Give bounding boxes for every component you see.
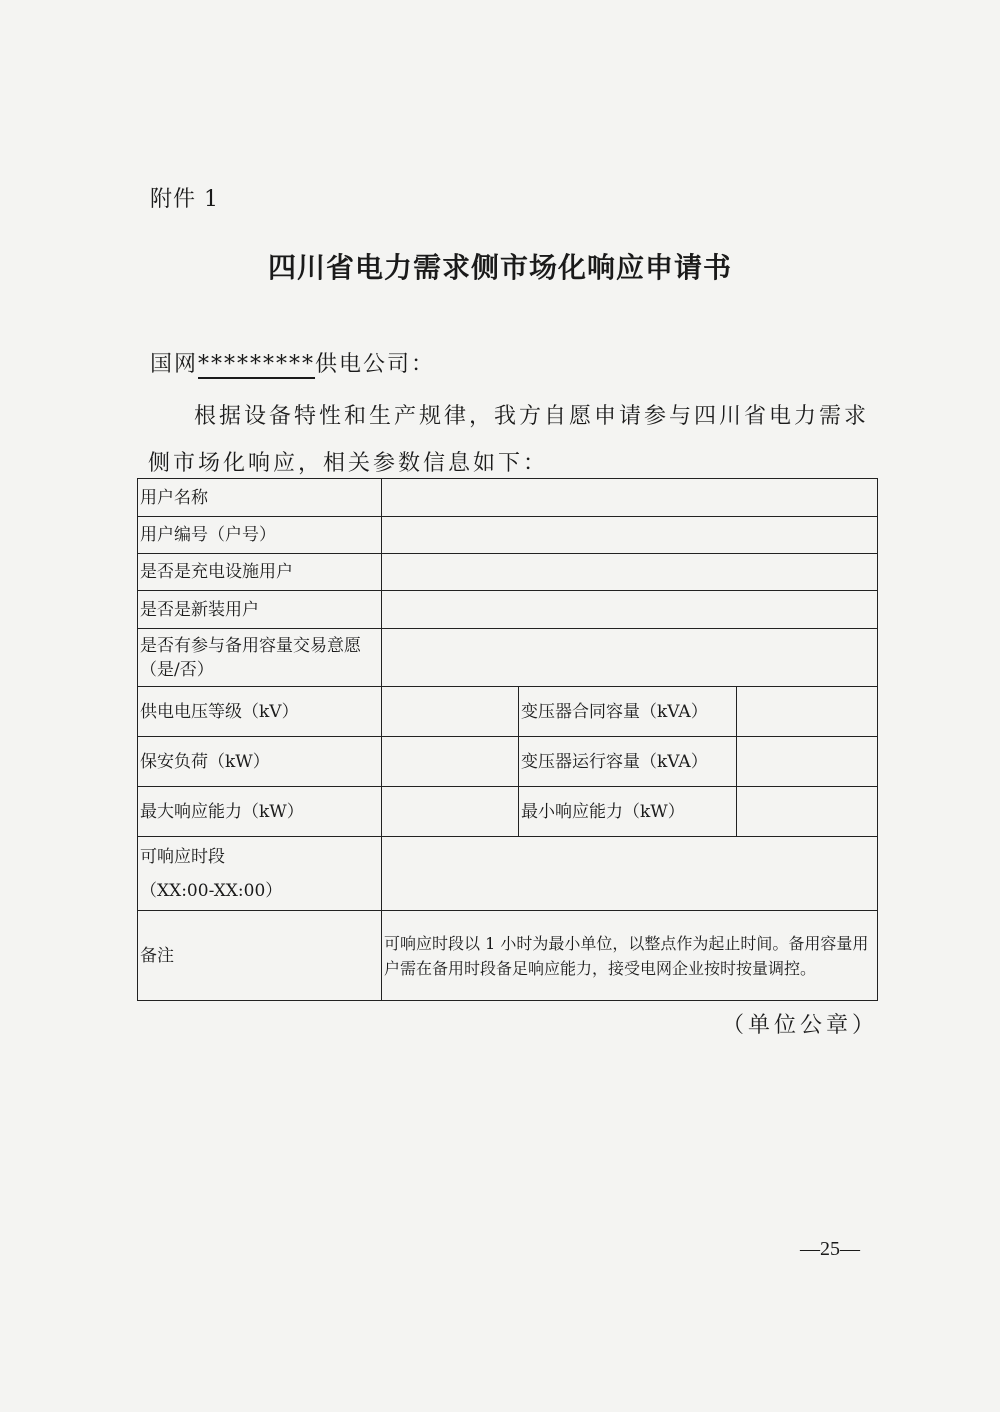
field-voltage[interactable] xyxy=(382,687,519,737)
row-user-name xyxy=(138,479,878,517)
field-user-name[interactable] xyxy=(382,479,878,517)
row-voltage xyxy=(138,687,878,737)
row-reserve xyxy=(138,629,878,687)
field-contract-capacity[interactable] xyxy=(737,687,878,737)
label-security-load: 保安负荷（kW） xyxy=(138,737,382,787)
label-reserve: 是否有参与备用容量交易意愿（是/否） xyxy=(138,629,382,687)
label-min-response: 最小响应能力（kW） xyxy=(519,787,737,837)
seal-placeholder: （单位公章） xyxy=(722,1013,879,1038)
document-title: 四川省电力需求侧市场化响应申请书 xyxy=(267,251,732,284)
field-reserve[interactable] xyxy=(382,629,878,687)
label-operating-capacity: 变压器运行容量（kVA） xyxy=(519,737,737,787)
field-period[interactable] xyxy=(382,837,878,911)
period-format: （XX:00-XX:00） xyxy=(140,880,283,901)
row-period xyxy=(138,837,878,911)
field-min-response[interactable] xyxy=(737,787,878,837)
label-new-install: 是否是新装用户 xyxy=(138,591,382,629)
label-max-response: 最大响应能力（kW） xyxy=(138,787,382,837)
label-period xyxy=(138,837,382,911)
remark-text: 可响应时段以 1 小时为最小单位，以整点作为起止时间。备用容量用户需在备用时段备足响应能力，接受电网企业按时按量调控。 xyxy=(382,911,878,1001)
row-response xyxy=(138,787,878,837)
period-label: 可响应时段 xyxy=(140,846,225,867)
attachment-label: 附件 1 xyxy=(150,187,219,212)
row-security-load xyxy=(138,737,878,787)
label-contract-capacity: 变压器合同容量（kVA） xyxy=(519,687,737,737)
salutation xyxy=(150,347,435,378)
label-voltage: 供电电压等级（kV） xyxy=(138,687,382,737)
application-form-table xyxy=(137,478,878,1001)
row-user-id xyxy=(138,517,878,554)
body-paragraph: 根据设备特性和生产规律，我方自愿申请参与四川省电力需求侧市场化响应，相关参数信息如下： xyxy=(148,404,870,476)
field-max-response[interactable] xyxy=(382,787,519,837)
label-charging: 是否是充电设施用户 xyxy=(138,554,382,591)
page-number: —25— xyxy=(800,1238,860,1260)
label-user-id: 用户编号（户号） xyxy=(138,517,382,554)
row-new-install xyxy=(138,591,878,629)
salutation-suffix: 供电公司： xyxy=(315,352,436,377)
field-charging[interactable] xyxy=(382,554,878,591)
field-new-install[interactable] xyxy=(382,591,878,629)
field-operating-capacity[interactable] xyxy=(737,737,878,787)
field-security-load[interactable] xyxy=(382,737,519,787)
label-user-name: 用户名称 xyxy=(138,479,382,517)
masked-company-name: ********* xyxy=(198,352,316,377)
field-user-id[interactable] xyxy=(382,517,878,554)
label-remark: 备注 xyxy=(138,911,382,1001)
row-remark xyxy=(138,911,878,1001)
row-charging xyxy=(138,554,878,591)
salutation-prefix: 国网 xyxy=(150,352,199,377)
